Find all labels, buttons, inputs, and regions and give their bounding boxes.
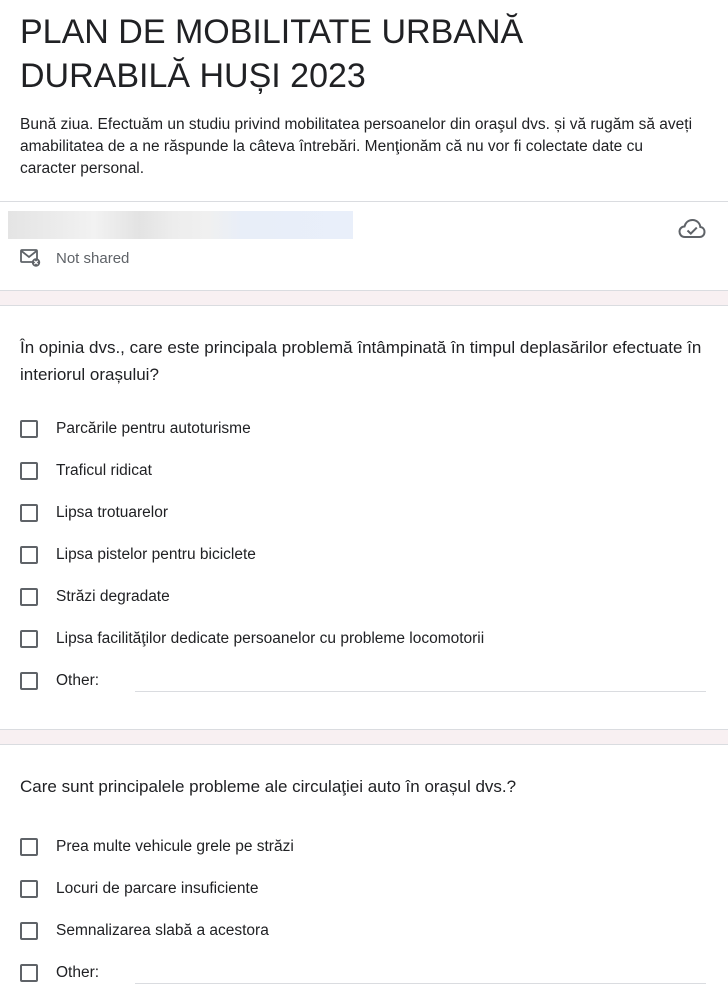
question-2-text: Care sunt principalele probleme ale circulaţiei auto în orașul dvs.? — [20, 777, 517, 796]
section-gap — [0, 730, 728, 744]
question-1-top-divider — [0, 305, 728, 306]
option-label: Străzi degradate — [56, 588, 170, 605]
option-label: Parcările pentru autoturisme — [56, 420, 251, 437]
question-2-options — [20, 826, 708, 994]
checkbox[interactable] — [20, 838, 38, 856]
option-piste[interactable] — [20, 534, 708, 576]
checkbox[interactable] — [20, 922, 38, 940]
option-locuri-parcare[interactable] — [20, 868, 708, 910]
option-other[interactable] — [20, 660, 708, 702]
option-other-label: Other: — [56, 672, 100, 689]
checkbox[interactable] — [20, 546, 38, 564]
option-parcari[interactable] — [20, 408, 708, 450]
question-1 — [0, 334, 728, 702]
not-shared-status — [20, 248, 129, 268]
form-title-line2: DURABILĂ HUȘI 2023 — [20, 57, 366, 95]
question-2 — [0, 773, 728, 994]
option-label: Lipsa pistelor pentru biciclete — [56, 546, 256, 563]
checkbox[interactable] — [20, 630, 38, 648]
checkbox[interactable] — [20, 504, 38, 522]
option-trafic[interactable] — [20, 450, 708, 492]
option-label: Lipsa trotuarelor — [56, 504, 169, 521]
checkbox[interactable] — [20, 880, 38, 898]
option-label: Traficul ridicat — [56, 462, 152, 479]
other-text-input[interactable] — [135, 983, 706, 984]
account-row — [0, 210, 728, 290]
option-label: Prea multe vehicule grele pe străzi — [56, 838, 294, 855]
checkbox[interactable] — [20, 964, 38, 982]
question-2-top-divider — [0, 744, 728, 745]
option-label: Semnalizarea slabă a acestora — [56, 922, 269, 939]
checkbox[interactable] — [20, 420, 38, 438]
header-divider — [0, 201, 728, 202]
other-text-input[interactable] — [135, 691, 706, 692]
form-title-line1: PLAN DE MOBILITATE URBANĂ — [20, 13, 524, 51]
account-email-redacted — [8, 211, 353, 239]
checkbox[interactable] — [20, 588, 38, 606]
option-trotuare[interactable] — [20, 492, 708, 534]
cloud-check-icon[interactable] — [678, 218, 706, 240]
option-label: Lipsa facilităţilor dedicate persoanelor cu probleme locomotorii — [56, 630, 485, 647]
mail-off-icon — [20, 248, 42, 268]
question-1-text: În opinia dvs., care este principala problemă întâmpinată în timpul deplasărilor efectuate în interiorul orașului? — [20, 338, 702, 384]
section-gap — [0, 291, 728, 305]
form-title — [20, 10, 708, 98]
checkbox[interactable] — [20, 462, 38, 480]
option-label: Locuri de parcare insuficiente — [56, 880, 259, 897]
option-facilitati[interactable] — [20, 618, 708, 660]
form-header — [0, 0, 728, 180]
option-strazi[interactable] — [20, 576, 708, 618]
checkbox[interactable] — [20, 672, 38, 690]
not-shared-label: Not shared — [56, 249, 130, 267]
option-other[interactable] — [20, 952, 708, 994]
form-description: Bună ziua. Efectuăm un studiu privind mobilitatea persoanelor din oraşul dvs. și vă rugăm să aveți amabilitatea de a ne răspunde la câteva întrebări. Menţionăm că nu vor fi colectate date cu caracter personal. — [20, 116, 693, 177]
option-vehicule-grele[interactable] — [20, 826, 708, 868]
option-other-label: Other: — [56, 964, 100, 981]
option-semnalizare[interactable] — [20, 910, 708, 952]
question-1-options — [20, 408, 708, 702]
